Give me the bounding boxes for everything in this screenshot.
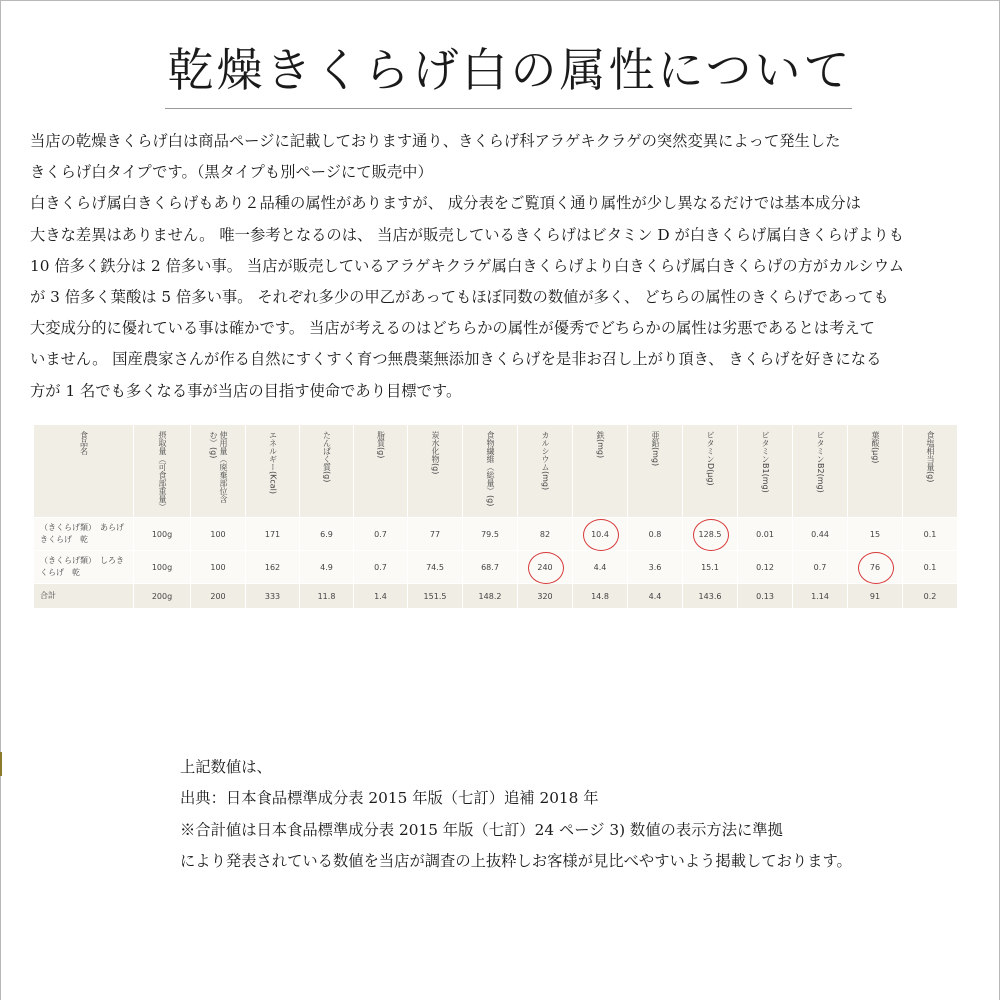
table-cell (191, 584, 246, 609)
table-header-cell (408, 425, 463, 518)
table-cell (354, 551, 408, 584)
table-header-cell (191, 425, 246, 518)
cell-value: 4.9 (320, 562, 333, 572)
cell-value: 0.12 (756, 562, 774, 572)
intro-line: 方が 1 名でも多くなる事が当店の目指す使命であり目標です。 (30, 381, 462, 400)
cell-value: 15.1 (701, 562, 719, 572)
table-cell (683, 584, 738, 609)
table-cell (903, 518, 958, 551)
cell-value: 0.7 (374, 529, 387, 539)
table-cell (793, 584, 848, 609)
table-cell (848, 551, 903, 584)
table-cell (191, 518, 246, 551)
table-header-cell (354, 425, 408, 518)
cell-value: 333 (264, 591, 281, 601)
cell-value: 91 (869, 591, 881, 601)
table-cell (903, 584, 958, 609)
food-name-line: くらげ 乾 (40, 568, 80, 577)
table-header-cell (246, 425, 300, 518)
header-label: ビタミンB1(mg) (761, 431, 770, 493)
table-cell (628, 518, 683, 551)
header-label: ビタミンD(μg) (706, 431, 715, 486)
cell-value: 148.2 (478, 591, 502, 601)
highlighted-value-calcium: 240 (537, 562, 553, 572)
edge-mark (0, 752, 2, 776)
cell-value: 320 (537, 591, 553, 601)
table-cell (300, 551, 354, 584)
table-row (34, 518, 958, 551)
cell-value: 1.14 (811, 591, 829, 601)
table-cell (628, 551, 683, 584)
note-line: ※合計値は日本食品標準成分表 2015 年版（七訂）24 ページ 3) 数値の表示方法に準拠 (180, 820, 783, 839)
table-cell (246, 551, 300, 584)
table-header-cell (573, 425, 628, 518)
food-name-cell (34, 518, 134, 551)
cell-value: 1.4 (374, 591, 387, 601)
table-row (34, 551, 958, 584)
table-cell (573, 551, 628, 584)
cell-value: 200 (210, 591, 226, 601)
table-header-row (34, 425, 958, 518)
table-cell (848, 584, 903, 609)
page-title: 乾燥きくらげ白の属性について (167, 43, 853, 97)
header-label: 食塩相当量(g) (926, 431, 935, 483)
table-cell (518, 551, 573, 584)
table-cell (518, 518, 573, 551)
cell-value: 74.5 (426, 562, 444, 572)
cell-value: 151.5 (423, 591, 447, 601)
cell-value: 100 (210, 562, 226, 572)
table-cell (628, 584, 683, 609)
cell-value: 100g (151, 562, 173, 572)
cell-value: 11.8 (317, 591, 336, 601)
cell-value: 14.8 (591, 591, 609, 601)
table-cell (573, 584, 628, 609)
cell-value: 6.9 (320, 529, 333, 539)
food-name-line: （きくらげ類） あらげ (40, 523, 124, 532)
table-cell (793, 518, 848, 551)
cell-value: 4.4 (593, 562, 607, 572)
table-cell (573, 518, 628, 551)
cell-value: 171 (264, 529, 281, 539)
table-header-cell (300, 425, 354, 518)
intro-line: 大変成分的に優れている事は確かです。 当店が考えるのはどちらかの属性が優秀でどちらかの属性は劣悪であるとは考えて (30, 319, 875, 338)
note-line: 上記数値は、 (180, 758, 272, 776)
table-cell (518, 584, 573, 609)
header-label: 食品名 (79, 431, 89, 455)
table-cell (134, 551, 191, 584)
table-cell (300, 584, 354, 609)
table-header-cell (628, 425, 683, 518)
cell-value: 79.5 (481, 529, 499, 539)
intro-line: きくらげ白タイプです。（黒タイプも別ページにて販売中） (30, 163, 433, 182)
highlighted-value-vitamin-d: 128.5 (698, 529, 722, 539)
highlighted-value-iron: 10.4 (591, 529, 609, 539)
cell-value: 0.7 (374, 562, 387, 572)
table-cell (354, 584, 408, 609)
table-cell (738, 551, 793, 584)
intro-line: 10 倍多く鉄分は 2 倍多い事。 当店が販売しているアラゲキクラゲ属白きくらげより白きくらげ属白きくらげの方がカルシウム (30, 256, 905, 275)
table-header-cell (463, 425, 518, 518)
table-cell (246, 518, 300, 551)
table-header-cell (34, 425, 134, 518)
source-notes (180, 752, 960, 877)
table-cell (738, 584, 793, 609)
table-cell (738, 518, 793, 551)
cell-value: 0.01 (756, 529, 774, 539)
cell-value: 0.8 (648, 529, 662, 539)
table-header-cell (903, 425, 958, 518)
table-cell (463, 551, 518, 584)
table-header-cell (848, 425, 903, 518)
note-line: 出典：日本食品標準成分表 2015 年版（七訂）追補 2018 年 (180, 789, 599, 808)
cell-value: 0.2 (923, 591, 937, 601)
table-cell (246, 584, 300, 609)
table-header-cell (134, 425, 191, 518)
table-cell (463, 584, 518, 609)
cell-value: 143.6 (698, 591, 722, 601)
note-line: により発表されている数値を当店が調査の上抜粋しお客様が見比べやすいよう掲載しております。 (180, 851, 852, 870)
table-cell (191, 551, 246, 584)
intro-line: 当店の乾燥きくらげ白は商品ページに記載しております通り、きくらげ科アラゲキクラゲの突然変異によって発生した (30, 132, 841, 150)
intro-line: いません。 国産農家さんが作る自然にすくすく育つ無農薬無添加きくらげを是非お召し上がり頂き、 きくらげを好きになる (30, 350, 882, 369)
table-header-cell (738, 425, 793, 518)
cell-value: 0.44 (811, 529, 829, 539)
cell-value: 3.6 (648, 562, 662, 572)
intro-line: 白きくらげ属白きくらげもあり２品種の属性がありますが、 成分表をご覧頂く通り属性が少し異なるだけでは基本成分は (30, 194, 861, 213)
table-cell (793, 551, 848, 584)
header-label: 脂質(g) (376, 431, 386, 459)
header-label: 葉酸(μg) (871, 431, 880, 464)
header-label: 摂取量（可食部重量） (158, 431, 167, 511)
header-label: 食物繊維（総量）(g) (486, 431, 495, 507)
table-cell (134, 584, 191, 609)
table-cell (408, 584, 463, 609)
nutrition-table (33, 424, 958, 609)
frame-top-border (0, 0, 1000, 1)
cell-value: 100 (210, 529, 226, 539)
table-cell (408, 518, 463, 551)
cell-value: 77 (429, 529, 441, 539)
food-name-line: きくらげ 乾 (40, 535, 88, 544)
table-total-row (34, 584, 958, 609)
table-header-cell (683, 425, 738, 518)
table-cell (683, 551, 738, 584)
cell-value: 0.7 (813, 562, 827, 572)
title-underline (165, 108, 852, 109)
table-cell (683, 518, 738, 551)
cell-value: 82 (539, 529, 551, 539)
table-cell (903, 551, 958, 584)
cell-value: 162 (264, 562, 281, 572)
food-name-line: （きくらげ類） しろき (40, 556, 124, 565)
cell-value: 100g (151, 529, 173, 539)
header-label: 使用量（廃棄部位含む）(g) (209, 431, 228, 503)
intro-paragraph (30, 126, 980, 407)
cell-value: 200g (151, 591, 173, 601)
table-cell (408, 551, 463, 584)
table-cell (134, 518, 191, 551)
intro-line: 大きな差異はありません。 唯一参考となるのは、 当店が販売しているきくらげはビタミン D が白きくらげ属白きくらげよりも (30, 225, 904, 244)
total-label-cell (34, 584, 134, 609)
cell-value: 0.1 (923, 562, 937, 572)
cell-value: 0.13 (756, 591, 774, 601)
header-label: たんぱく質(g) (322, 431, 332, 483)
header-label: 亜鉛(mg) (651, 431, 660, 467)
frame-left-border (0, 0, 1, 1000)
cell-value: 68.7 (481, 562, 499, 572)
header-label: 炭水化物(g) (431, 431, 440, 475)
cell-value: 4.4 (648, 591, 662, 601)
cell-value: 0.1 (923, 529, 937, 539)
header-label: エネルギー(Kcal) (268, 431, 278, 495)
table-cell (463, 518, 518, 551)
total-label: 合計 (40, 591, 56, 600)
table-header-cell (793, 425, 848, 518)
cell-value: 15 (869, 529, 881, 539)
nutrition-table-wrapper (33, 424, 957, 609)
intro-line: が 3 倍多く葉酸は 5 倍多い事。 それぞれ多少の甲乙があってもほぼ同数の数値が多く、 どちらの属性のきくらげであっても (30, 288, 889, 307)
highlighted-value-folate: 76 (869, 562, 881, 572)
header-label: 鉄(mg) (596, 431, 605, 459)
food-name-cell (34, 551, 134, 584)
table-cell (354, 518, 408, 551)
header-label: カルシウム(mg) (541, 431, 550, 491)
header-label: ビタミンB2(mg) (816, 431, 825, 493)
table-header-cell (518, 425, 573, 518)
table-cell (300, 518, 354, 551)
table-cell (848, 518, 903, 551)
